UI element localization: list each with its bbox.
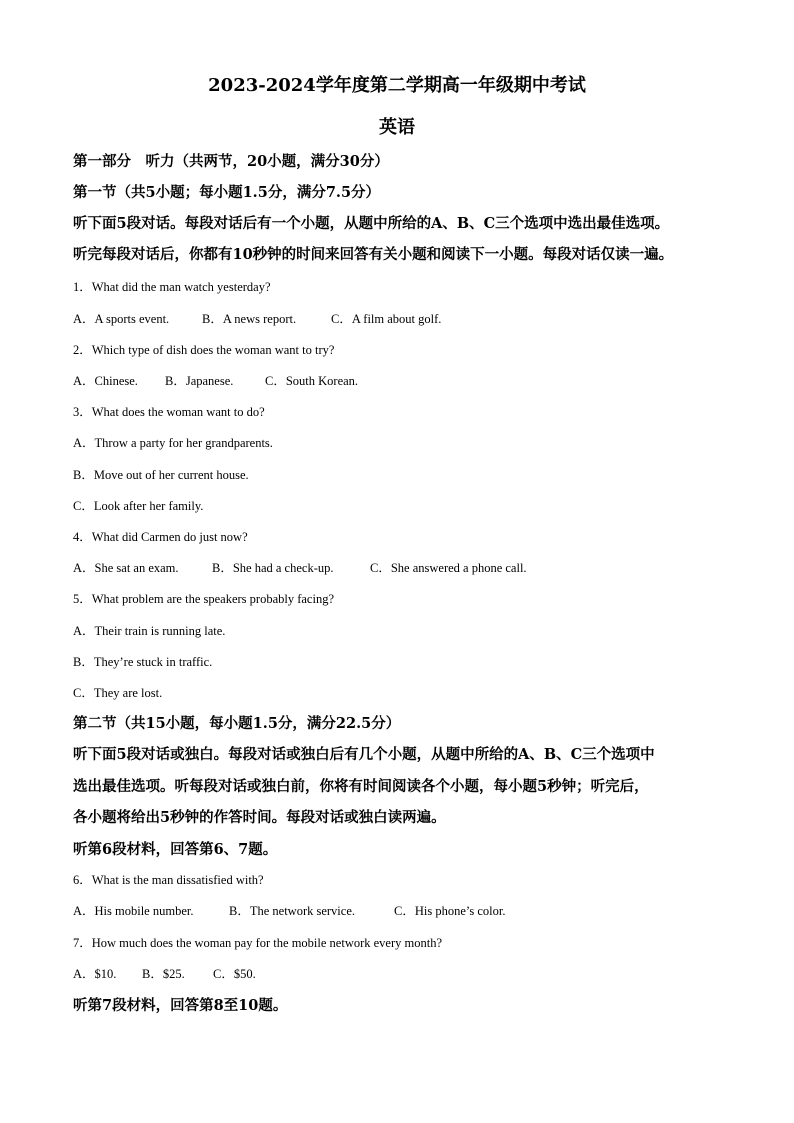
material-7-heading: 听第7段材料，回答第8至10题。: [73, 997, 288, 1014]
section2-instruction-3: 各小题将给出5秒钟的作答时间。每段对话或独白读两遍。: [73, 809, 446, 826]
question-7-options: [73, 964, 256, 982]
option-c: C．She answered a phone call.: [370, 561, 527, 575]
section1-instruction-1: 听下面5段对话。每段对话后有一个小题，从题中所给的A、B、C三个选项中选出最佳选项。: [73, 215, 670, 232]
option-a: A．Chinese.: [73, 374, 138, 388]
question-5-option-b: B．They’re stuck in traffic.: [73, 655, 213, 669]
option-c: C．$50.: [213, 967, 256, 981]
option-b: B．A news report.: [202, 312, 297, 326]
question-5-option-c: C．They are lost.: [73, 686, 163, 700]
section2-heading: 第二节（共15小题，每小题1.5分，满分22.5分）: [73, 715, 401, 732]
option-b: B．$25.: [142, 967, 185, 981]
section1-heading: 第一节（共5小题；每小题1.5分，满分7.5分）: [73, 184, 381, 201]
subject-title: 英语: [379, 117, 415, 138]
question-3-option-b: B．Move out of her current house.: [73, 468, 249, 482]
question-3-option-a: A．Throw a party for her grandparents.: [73, 436, 273, 450]
exam-title: 2023-2024学年度第二学期高一年级期中考试: [208, 75, 586, 96]
question-3: 3．What does the woman want to do?: [73, 405, 265, 419]
option-b: B．Japanese.: [165, 374, 234, 388]
section2-instruction-2: 选出最佳选项。听每段对话或独白前，你将有时间阅读各个小题，每小题5秒钟；听完后，: [73, 778, 649, 795]
question-5: 5．What problem are the speakers probably facing?: [73, 592, 335, 606]
option-c: C．South Korean.: [265, 374, 359, 388]
option-b: B．She had a check-up.: [212, 561, 334, 575]
question-6: 6．What is the man dissatisfied with?: [73, 873, 264, 887]
question-4: 4．What did Carmen do just now?: [73, 530, 248, 544]
option-b: B．The network service.: [229, 904, 356, 918]
question-2: 2．Which type of dish does the woman want to try?: [73, 343, 335, 357]
question-6-options: [73, 901, 505, 919]
question-4-options: [73, 558, 527, 576]
option-a: A．His mobile number.: [73, 904, 194, 918]
question-1: 1．What did the man watch yesterday?: [73, 280, 271, 294]
question-3-option-c: C．Look after her family.: [73, 499, 204, 513]
question-1-options: [73, 309, 441, 327]
section1-instruction-2: 听完每段对话后，你都有10秒钟的时间来回答有关小题和阅读下一小题。每段对话仅读一遍。: [73, 246, 674, 263]
question-5-option-a: A．Their train is running late.: [73, 624, 226, 638]
question-7: 7．How much does the woman pay for the mobile network every month?: [73, 936, 443, 950]
option-c: C．A film about golf.: [331, 312, 442, 326]
option-c: C．His phone’s color.: [394, 904, 506, 918]
option-a: A．She sat an exam.: [73, 561, 179, 575]
material-6-heading: 听第6段材料，回答第6、7题。: [73, 841, 278, 858]
option-a: A．A sports event.: [73, 312, 170, 326]
part1-heading: 第一部分 听力（共两节，20小题，满分30分）: [73, 153, 389, 170]
section2-instruction-1: 听下面5段对话或独白。每段对话或独白后有几个小题，从题中所给的A、B、C三个选项中: [73, 746, 655, 763]
option-a: A．$10.: [73, 967, 117, 981]
question-2-options: [73, 371, 358, 389]
